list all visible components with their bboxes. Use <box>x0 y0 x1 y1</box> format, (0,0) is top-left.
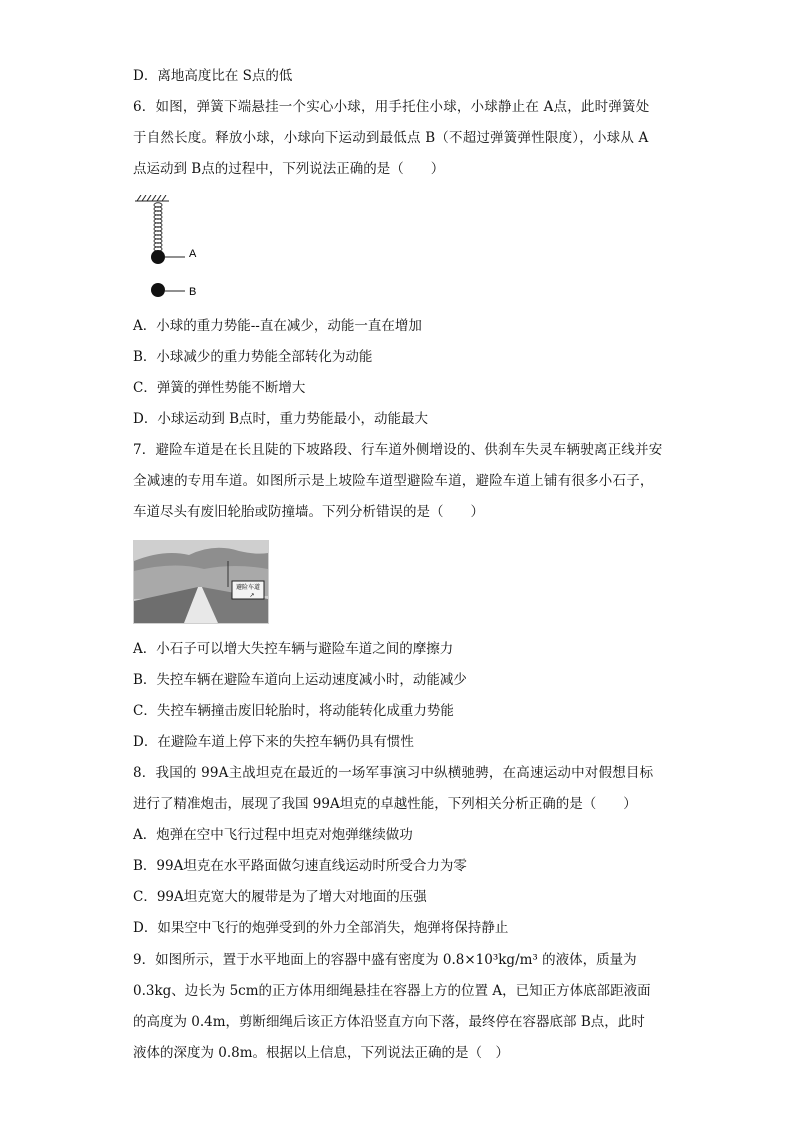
q9-line-1: 9．如图所示，置于水平地面上的容器中盛有密度为 0.8×10³kg/m³ 的液体，质量为 <box>133 952 637 968</box>
q6-option-c: C．弹簧的弹性势能不断增大 <box>133 380 306 396</box>
ball-a <box>151 250 165 264</box>
q8-option-a: A．炮弹在空中飞行过程中坦克对炮弹继续做功 <box>133 827 413 843</box>
q7-line-2: 全减速的专用车道。如图所示是上坡险车道型避险车道，避险车道上铺有很多小石子， <box>133 473 654 489</box>
spring-ball-figure <box>135 195 215 305</box>
q8-line-2: 进行了精准炮击，展现了我国 99A坦克的卓越性能，下列相关分析正确的是（ ） <box>133 796 637 812</box>
q7-option-a: A．小石子可以增大失控车辆与避险车道之间的摩擦力 <box>133 641 454 657</box>
q9-line-2: 0.3kg、边长为 5cm的正方体用细绳悬挂在容器上方的位置 A，已知正方体底部距液面 <box>133 983 651 999</box>
q7-option-c: C．失控车辆撞击废旧轮胎时，将动能转化成重力势能 <box>133 703 454 719</box>
label-a: A <box>189 248 197 260</box>
q6-line-1: 6．如图，弹簧下端悬挂一个实心小球，用手托住小球，小球静止在 A点，此时弹簧处 <box>133 99 650 115</box>
q6-option-a: A．小球的重力势能--直在减少，动能一直在增加 <box>133 318 422 334</box>
q6-option-d: D．小球运动到 B点时，重力势能最小，动能最大 <box>133 411 429 427</box>
ball-b <box>151 283 165 297</box>
ceiling-hatch <box>135 195 169 201</box>
q7-line-3: 车道尽头有废旧轮胎或防撞墙。下列分析错误的是（ ） <box>133 504 484 520</box>
q9-line-4: 液体的深度为 0.8m。根据以上信息，下列说法正确的是（ ） <box>133 1045 510 1061</box>
q8-option-b: B．99A坦克在水平路面做匀速直线运动时所受合力为零 <box>133 858 467 874</box>
q8-option-d: D．如果空中飞行的炮弹受到的外力全部消失，炮弹将保持静止 <box>133 920 509 936</box>
q7-option-d: D．在避险车道上停下来的失控车辆仍具有惯性 <box>133 734 414 750</box>
q7-option-b: B．失控车辆在避险车道向上运动速度减小时，动能减少 <box>133 672 467 688</box>
ramp-sign-text: 避险车道 <box>235 584 261 591</box>
q8-option-c: C．99A坦克宽大的履带是为了增大对地面的压强 <box>133 889 427 905</box>
q7-line-1: 7．避险车道是在长且陡的下坡路段、行车道外侧增设的、供刹车失灵车辆驶离正线并安 <box>133 442 663 458</box>
q6-line-3: 点运动到 B点的过程中，下列说法正确的是（ ） <box>133 161 445 177</box>
escape-ramp-photo <box>133 540 269 624</box>
ramp-sign-arrow: ↗ <box>249 592 255 599</box>
spring-coil <box>154 203 162 251</box>
q6-line-2: 于自然长度。释放小球，小球向下运动到最低点 B（不超过弹簧弹性限度），小球从 A <box>133 130 649 146</box>
q6-option-b: B．小球减少的重力势能全部转化为动能 <box>133 349 373 365</box>
option-d-prev: D．离地高度比在 S点的低 <box>133 68 293 84</box>
q9-line-3: 的高度为 0.4m，剪断细绳后该正方体沿竖直方向下落，最终停在容器底部 B点，此时 <box>133 1014 645 1030</box>
q8-line-1: 8．我国的 99A主战坦克在最近的一场军事演习中纵横驰骋，在高速运动中对假想目标 <box>133 765 654 781</box>
label-b: B <box>189 286 197 298</box>
